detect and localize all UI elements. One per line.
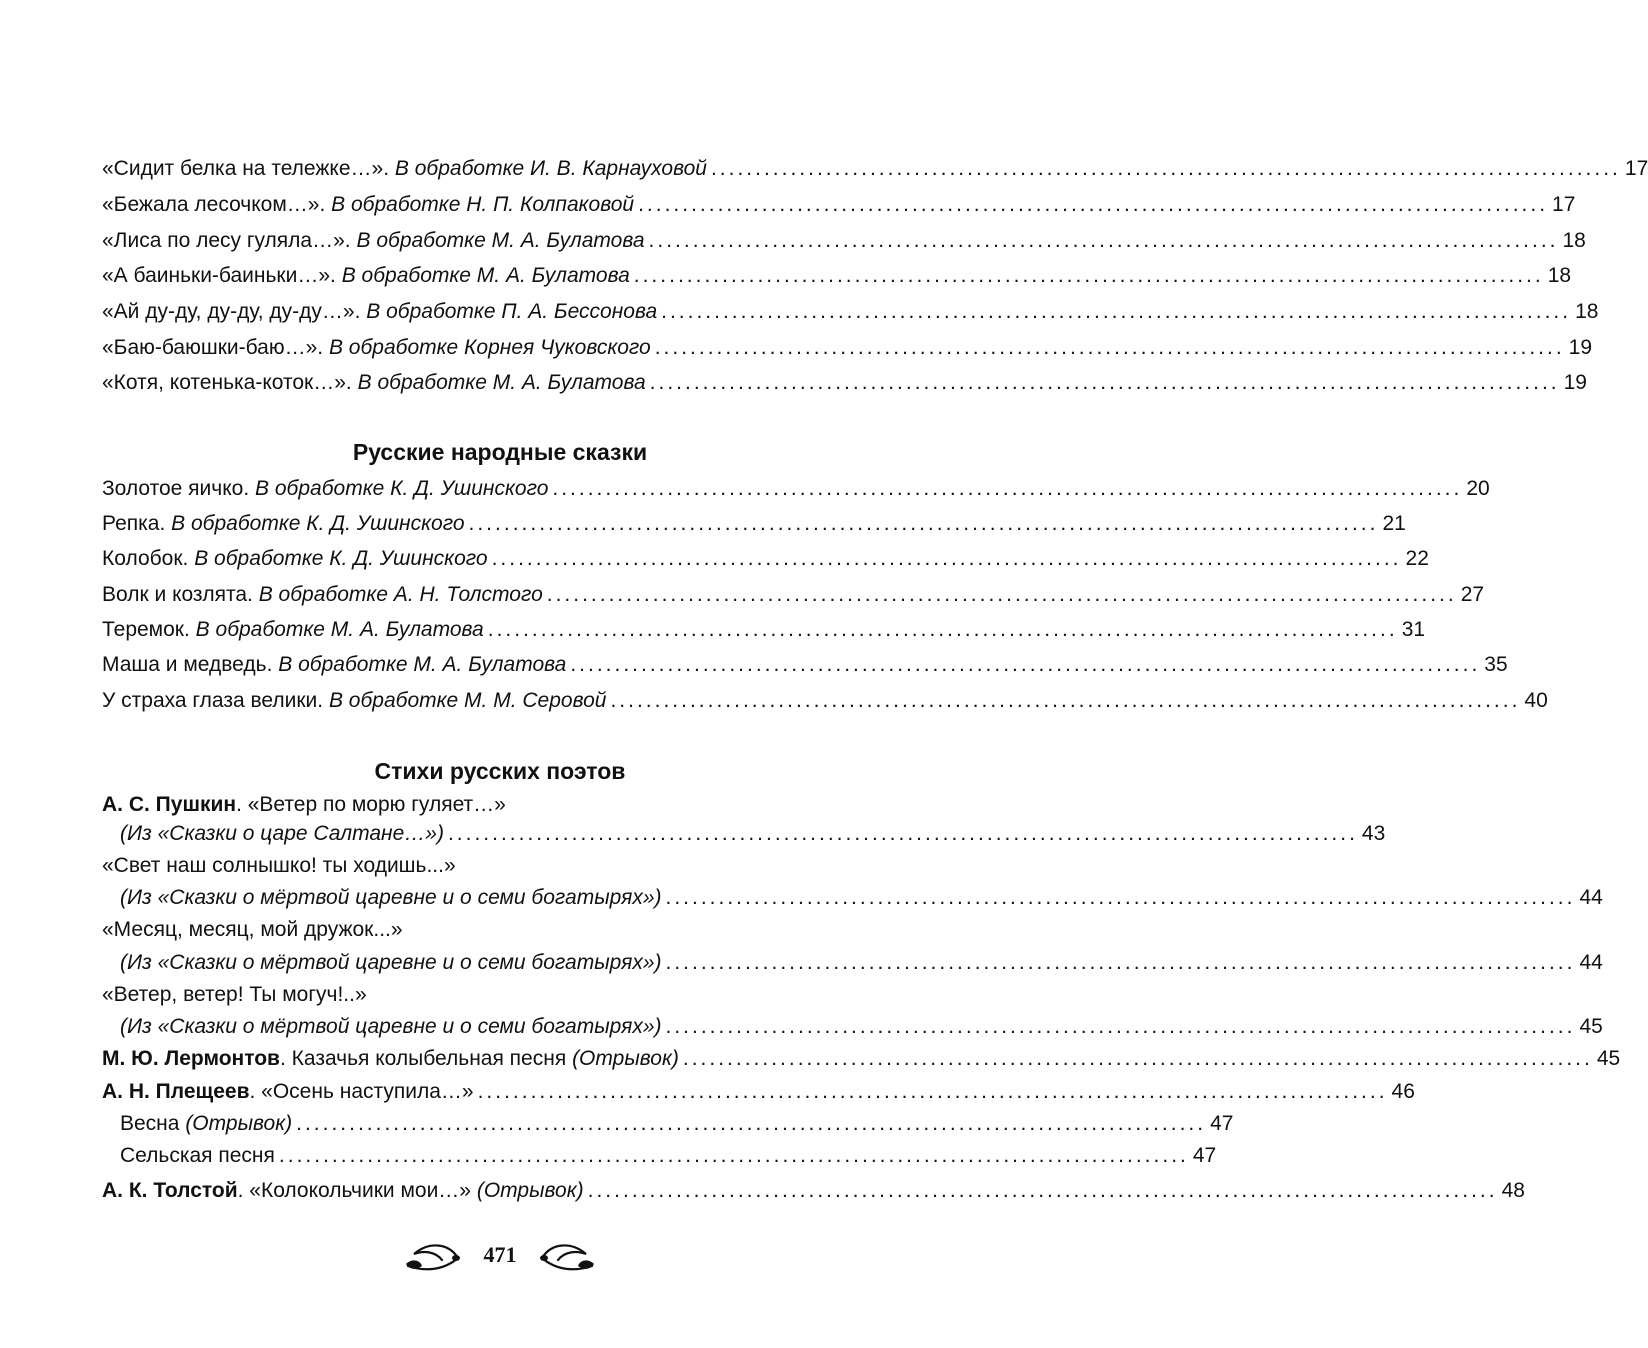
entry-source: (Из «Сказки о мёртвой царевне и о семи богатырях»)	[120, 1015, 662, 1038]
entry-credit: В обработке М. А. Булатова	[356, 229, 645, 252]
entry-page: 43	[1361, 822, 1386, 845]
entry-title: . «Колокольчики мои…»	[237, 1179, 471, 1202]
entry-source: (Из «Сказки о царе Салтане…»)	[120, 822, 444, 845]
toc-entry-header	[102, 853, 456, 879]
entry-title: «Ай ду-ду, ду-ду, ду-ду…».	[102, 300, 361, 323]
entry-page: 44	[1579, 886, 1603, 909]
toc-entry	[102, 688, 1548, 714]
dot-leader: .......................................................................................................	[633, 264, 1544, 287]
entry-title: «Бежала лесочком…».	[102, 193, 326, 216]
entry-source: (Из «Сказки о мёртвой царевне и о семи богатырях»)	[120, 886, 662, 909]
toc-entry	[120, 950, 1603, 976]
dot-leader: .......................................................................................................	[654, 336, 1565, 359]
dot-leader: .......................................................................................................	[710, 157, 1621, 180]
toc-entry	[120, 1014, 1603, 1040]
entry-page: 20	[1466, 477, 1490, 500]
author-name: А. Н. Плещеев	[102, 1080, 250, 1103]
toc-entry-header	[102, 982, 367, 1008]
dot-leader: .......................................................................................................	[587, 1179, 1498, 1202]
entry-title: . «Осень наступила…»	[249, 1080, 474, 1103]
entry-credit: В обработке К. Д. Ушинского	[171, 512, 465, 535]
dot-leader: .......................................................................................................	[570, 653, 1481, 676]
toc-entry	[102, 156, 1648, 182]
entry-page: 18	[1562, 229, 1586, 252]
dot-leader: .......................................................................................................	[665, 951, 1576, 974]
entry-title: Весна	[120, 1112, 180, 1135]
entry-note: (Отрывок)	[185, 1112, 293, 1135]
entry-credit: В обработке К. Д. Ушинского	[255, 477, 549, 500]
entry-credit: В обработке П. А. Бессонова	[366, 300, 658, 323]
toc-entry	[120, 1143, 1217, 1169]
entry-page: 17	[1624, 157, 1648, 180]
entry-page: 44	[1579, 951, 1603, 974]
entry-page: 19	[1563, 371, 1587, 394]
toc-entry	[102, 370, 1587, 396]
entry-title: . «Ветер по морю гуляет…»	[236, 793, 506, 816]
page-number: 471	[483, 1242, 517, 1267]
entry-title: Маша и медведь.	[102, 653, 273, 676]
dot-leader: .......................................................................................................	[638, 193, 1549, 216]
entry-title: «Ветер, ветер! Ты могуч!..»	[102, 983, 367, 1006]
entry-credit: В обработке К. Д. Ушинского	[194, 547, 488, 570]
entry-page: 31	[1401, 618, 1426, 641]
entry-title: Колобок.	[102, 547, 189, 570]
entry-page: 47	[1210, 1112, 1234, 1135]
toc-entry-header	[102, 792, 506, 818]
dot-leader: .......................................................................................................	[665, 886, 1576, 909]
toc-entry	[102, 192, 1576, 218]
entry-note: (Отрывок)	[476, 1179, 584, 1202]
dot-leader: .......................................................................................................	[552, 477, 1463, 500]
entry-page: 35	[1484, 653, 1508, 676]
entry-title: . Казачья колыбельная песня	[279, 1047, 567, 1070]
entry-title: Теремок.	[102, 618, 190, 641]
dot-leader: .......................................................................................................	[477, 1080, 1388, 1103]
author-name: А. С. Пушкин	[102, 793, 237, 816]
entry-credit: В обработке М. А. Булатова	[341, 264, 630, 287]
entry-credit: В обработке М. А. Булатова	[278, 653, 567, 676]
entry-page: 18	[1575, 300, 1599, 323]
toc-entry	[102, 546, 1429, 572]
entry-credit: В обработке М. А. Булатова	[195, 618, 484, 641]
toc-entry	[102, 1178, 1525, 1204]
entry-page: 48	[1501, 1179, 1525, 1202]
dot-leader: .......................................................................................................	[296, 1112, 1207, 1135]
dot-leader: .......................................................................................................	[468, 512, 1379, 535]
toc-entry	[102, 1046, 1621, 1072]
entry-page: 47	[1192, 1144, 1217, 1167]
toc-entry	[102, 476, 1490, 502]
entry-title: «Лиса по лесу гуляла…».	[102, 229, 351, 252]
entry-page: 45	[1579, 1015, 1603, 1038]
toc-entry	[102, 263, 1572, 289]
toc-entry	[120, 821, 1386, 847]
entry-title: «Сидит белка на тележке…».	[102, 157, 390, 180]
section-heading: Русские народные сказки	[352, 439, 648, 465]
dot-leader: .......................................................................................................	[278, 1144, 1189, 1167]
entry-page: 40	[1524, 689, 1548, 712]
dot-leader: .......................................................................................................	[661, 300, 1572, 323]
entry-title: «Котя, котенька-коток…».	[102, 371, 352, 394]
dot-leader: .......................................................................................................	[648, 229, 1559, 252]
entry-title: Репка.	[102, 512, 166, 535]
dot-leader: .......................................................................................................	[447, 822, 1358, 845]
entry-page: 17	[1552, 193, 1576, 216]
toc-entry	[102, 511, 1406, 537]
entry-title: «Баю-баюшки-баю…».	[102, 336, 324, 359]
entry-page: 19	[1568, 336, 1593, 359]
entry-credit: В обработке А. Н. Толстого	[258, 583, 543, 606]
entry-page: 18	[1547, 264, 1572, 287]
entry-credit: В обработке Н. П. Колпаковой	[331, 193, 635, 216]
entry-title: У страха глаза велики.	[102, 689, 324, 712]
toc-entry	[102, 299, 1599, 325]
entry-page: 27	[1460, 583, 1485, 606]
entry-source: (Из «Сказки о мёртвой царевне и о семи богатырях»)	[120, 951, 662, 974]
toc-entry	[102, 652, 1508, 678]
dot-leader: .......................................................................................................	[665, 1015, 1576, 1038]
toc-entry	[120, 885, 1603, 911]
toc-entry	[120, 1111, 1234, 1137]
dot-leader: .......................................................................................................	[649, 371, 1560, 394]
author-name: М. Ю. Лермонтов	[102, 1047, 280, 1070]
dot-leader: .......................................................................................................	[682, 1047, 1593, 1070]
entry-title: «А баиньки-баиньки…».	[102, 264, 336, 287]
toc-entry	[102, 228, 1586, 254]
dot-leader: .......................................................................................................	[491, 547, 1402, 570]
entry-page: 22	[1405, 547, 1429, 570]
entry-credit: В обработке М. А. Булатова	[357, 371, 646, 394]
entry-credit: В обработке И. В. Карнауховой	[394, 157, 707, 180]
entry-page: 45	[1596, 1047, 1621, 1070]
toc-entry	[102, 335, 1593, 361]
entry-page: 46	[1391, 1080, 1415, 1103]
entry-title: Золотое яичко.	[102, 477, 250, 500]
toc-entry	[102, 617, 1426, 643]
entry-title: Сельская песня	[120, 1144, 275, 1167]
entry-credit: В обработке Корнея Чуковского	[328, 336, 651, 359]
entry-title: «Месяц, месяц, мой дружок...»	[102, 918, 403, 941]
dot-leader: .......................................................................................................	[546, 583, 1457, 606]
toc-entry	[102, 582, 1485, 608]
entry-title: Волк и козлята.	[102, 583, 253, 606]
entry-page: 21	[1382, 512, 1406, 535]
entry-note: (Отрывок)	[572, 1047, 679, 1070]
toc-entry-header	[102, 917, 403, 943]
toc-entry	[102, 1079, 1415, 1105]
entry-title: «Свет наш солнышко! ты ходишь...»	[102, 854, 456, 877]
author-name: А. К. Толстой	[102, 1179, 238, 1202]
dot-leader: .......................................................................................................	[610, 689, 1521, 712]
entry-credit: В обработке М. М. Серовой	[328, 689, 607, 712]
section-heading: Стихи русских поэтов	[374, 758, 626, 784]
dot-leader: .......................................................................................................	[487, 618, 1398, 641]
